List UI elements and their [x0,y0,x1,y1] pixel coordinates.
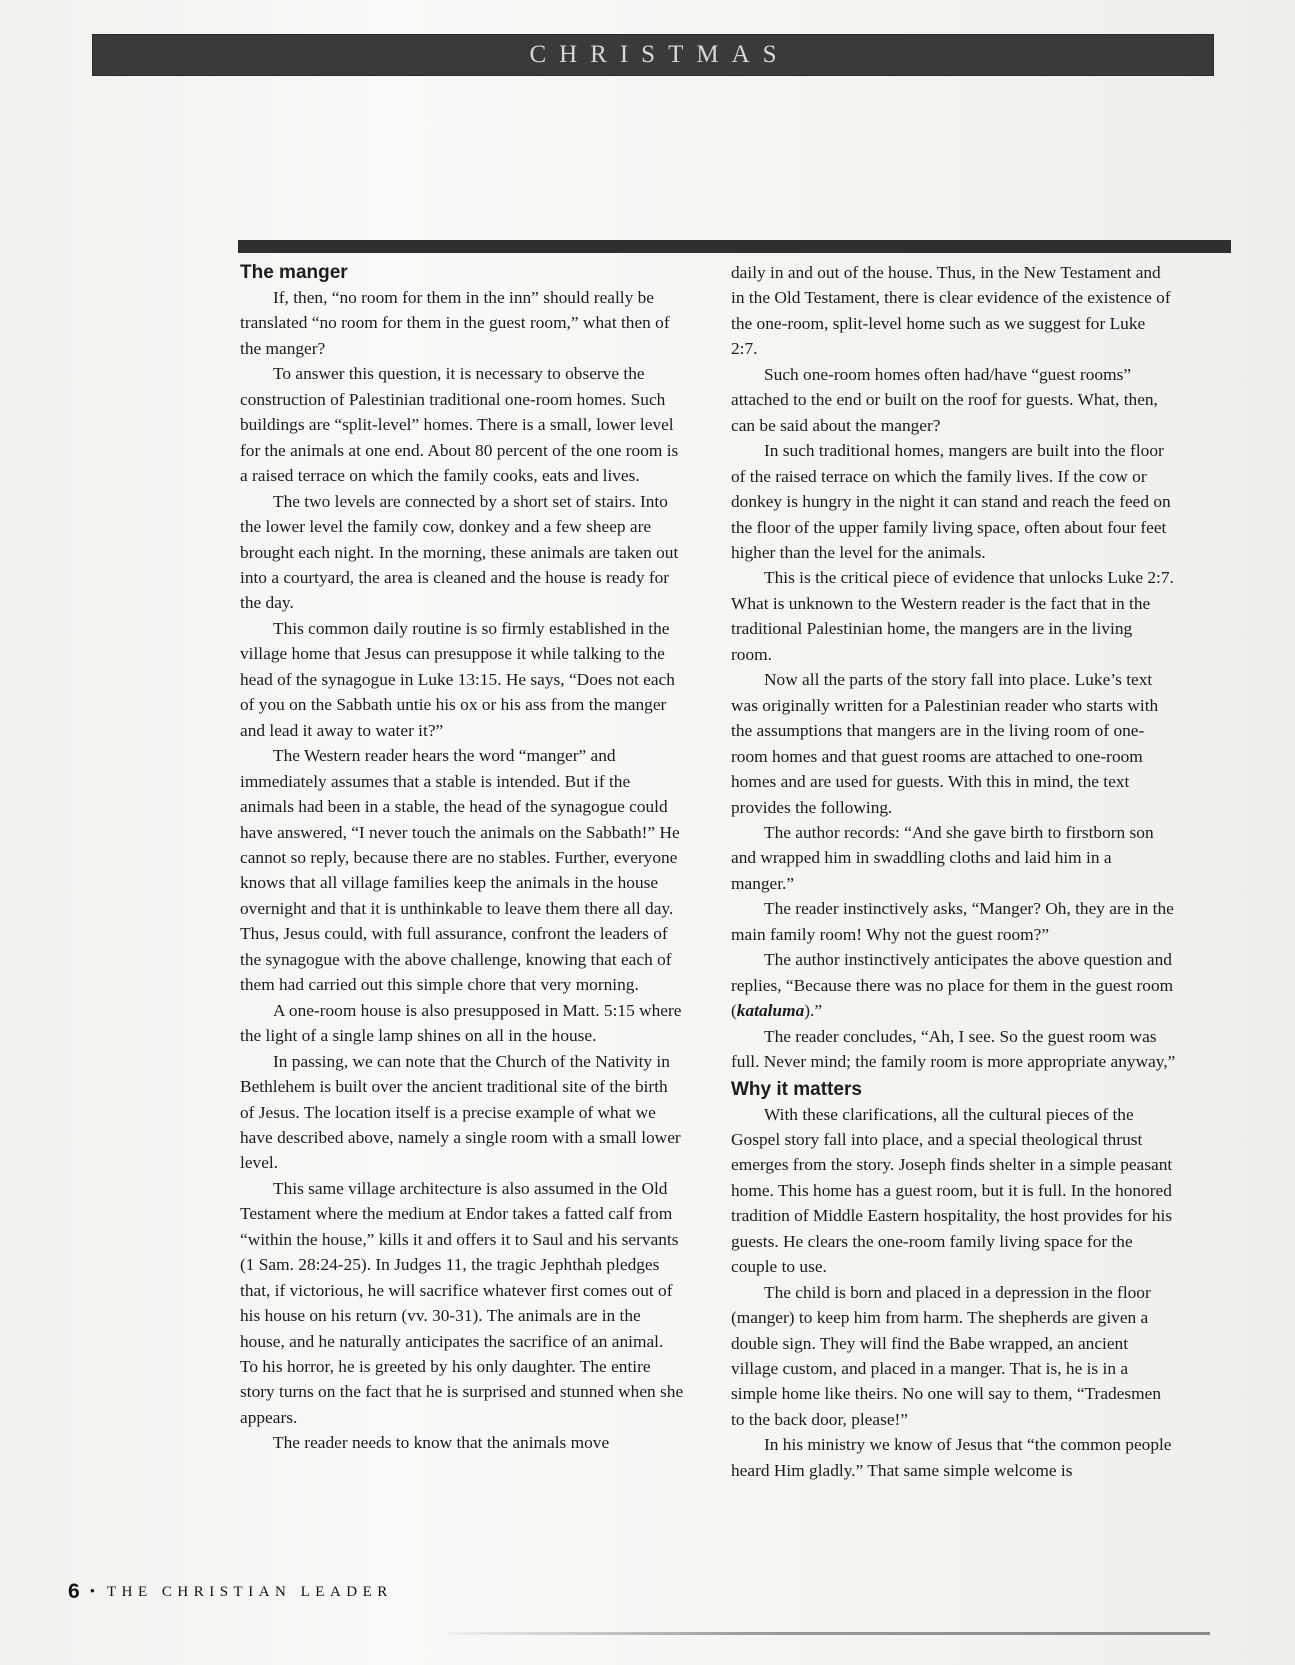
right-column [731,260,1176,1483]
footer-bullet: • [89,1583,95,1600]
paragraph: In such traditional homes, mangers are built into the floor of the raised terrace on which the family lives. If the cow or donkey is hungry in the night it can stand and reach the feed on the floor of the upper family living space, often about four feet higher than the level for the animals. [731,441,1171,562]
paragraph: This is the critical piece of evidence that unlocks Luke 2:7. What is unknown to the Western reader is the fact that in the traditional Palestinian home, the mangers are in the living room. [731,568,1174,664]
paragraph: To answer this question, it is necessary to observe the construction of Palestinian traditional one-room homes. Such buildings are “split-level” homes. There is a small, lower level for the animals at one end. About 80 percent of the one room is a raised terrace on which the family cooks, eats and lives. [240,364,679,486]
paragraph: In his ministry we know of Jesus that “the common people heard Him gladly.” That same simple welcome is [731,1435,1172,1480]
text-run: ).” [804,1001,823,1021]
paragraph: Now all the parts of the story fall into place. Luke’s text was originally written for a Palestinian reader who starts with the assumptions that mangers are in the living room of one-room homes and that guest rooms are attached to one-room homes and are used for guests. With this in mind, the text provides the following. [731,670,1159,817]
paragraph: This same village architecture is also assumed in the Old Testament where the medium at Endor takes a fatted calf from “within the house,” kills it and offers it to Saul and his servants (1 Sam. 28:24-25). In Judges 11, the tragic Jephthah pledges that, if victorious, he will sacrifice whatever first comes out of his house on his return (vv. 30-31). The animals are in the house, and he naturally anticipates the sacrifice of an animal. To his horror, he is greeted by his only daughter. The entire story turns on the fact that he is surprised and stunned when she appears. [240,1178,684,1427]
top-rule [238,240,1231,253]
paragraph: The Western reader hears the word “manger” and immediately assumes that a stable is intended. But if the animals had been in a stable, the head of the synagogue could have answered, “I never touch the animals on the Sabbath!” He cannot so reply, because there are no stables. Further, everyone knows that all village families keep the animals in the house overnight and that it is unthinkable to leave them there all day. Thus, Jesus could, with full assurance, confront the leaders of the synagogue with the above challenge, knowing that each of them had carried out this simple chore that very morning. [240,746,680,995]
paragraph: If, then, “no room for them in the inn” should really be translated “no room for them in the guest room,” what then of the manger? [240,288,670,358]
section-heading-why-it-matters: Why it matters [731,1078,862,1100]
publication-name: THE CHRISTIAN LEADER [106,1583,393,1600]
paragraph: daily in and out of the house. Thus, in the New Testament and in the Old Testament, there is clear evidence of the existence of the one-room, split-level home such as we suggest for Luke 2:7. [731,263,1171,359]
section-heading-manger: The manger [240,262,348,283]
paragraph: The child is born and placed in a depression in the floor (manger) to keep him from harm. The shepherds are given a double sign. They will find the Babe wrapped, an ancient village custom, and placed in a manger. That is, he is in a simple home like theirs. No one will say to them, “Tradesmen to the back door, please!” [731,1282,1161,1429]
paragraph: The reader concludes, “Ah, I see. So the guest room was full. Never mind; the family room is more appropriate anyway,” [731,1026,1176,1072]
page-number: 6 [68,1580,80,1603]
paragraph-author-reply [731,947,1176,1023]
paragraph: With these clarifications, all the cultural pieces of the Gospel story fall into place, and a special theological thrust emerges from the story. Joseph finds shelter in a simple peasant home. This home has a guest room, but it is full. In the honored tradition of Middle Eastern hospitality, the host provides for his guests. He clears the one-room family living space for the couple to use. [731,1104,1173,1277]
page-footer [68,1580,393,1604]
section-banner [92,34,1214,76]
banner-title: CHRISTMAS [529,41,790,68]
paragraph: The reader needs to know that the animals move [273,1433,610,1453]
paragraph: The two levels are connected by a short set of stairs. Into the lower level the family cow, donkey and a few sheep are brought each night. In the morning, these animals are taken out into a courtyard, the area is cleaned and the house is ready for the day. [240,491,679,613]
paragraph: In passing, we can note that the Church of the Nativity in Bethlehem is built over the ancient traditional site of the birth of Jesus. The location itself is a precise example of what we have described above, namely a single room with a small lower level. [240,1051,681,1173]
emphasis-kataluma: kataluma [736,1001,805,1021]
bottom-rule [448,1632,1210,1635]
paragraph: The author records: “And she gave birth to firstborn son and wrapped him in swaddling cloths and laid him in a manger.” [731,822,1154,893]
text-run: The author instinctively anticipates the above question and replies, “Because there was no place for them in the guest room ( [731,950,1174,1021]
paragraph: The reader instinctively asks, “Manger? Oh, they are in the main family room! Why not the guest room?” [731,899,1174,944]
paragraph: This common daily routine is so firmly established in the village home that Jesus can presuppose it while talking to the head of the synagogue in Luke 13:15. He says, “Does not each of you on the Sabbath untie his ox or his ass from the manger and lead it away to water it?” [240,618,675,740]
paragraph: A one-room house is also presupposed in Matt. 5:15 where the light of a single lamp shines on all in the house. [240,1000,682,1046]
paragraph: Such one-room homes often had/have “guest rooms” attached to the end or built on the roof for guests. What, then, can be said about the manger? [731,364,1158,435]
left-column [240,260,685,1456]
